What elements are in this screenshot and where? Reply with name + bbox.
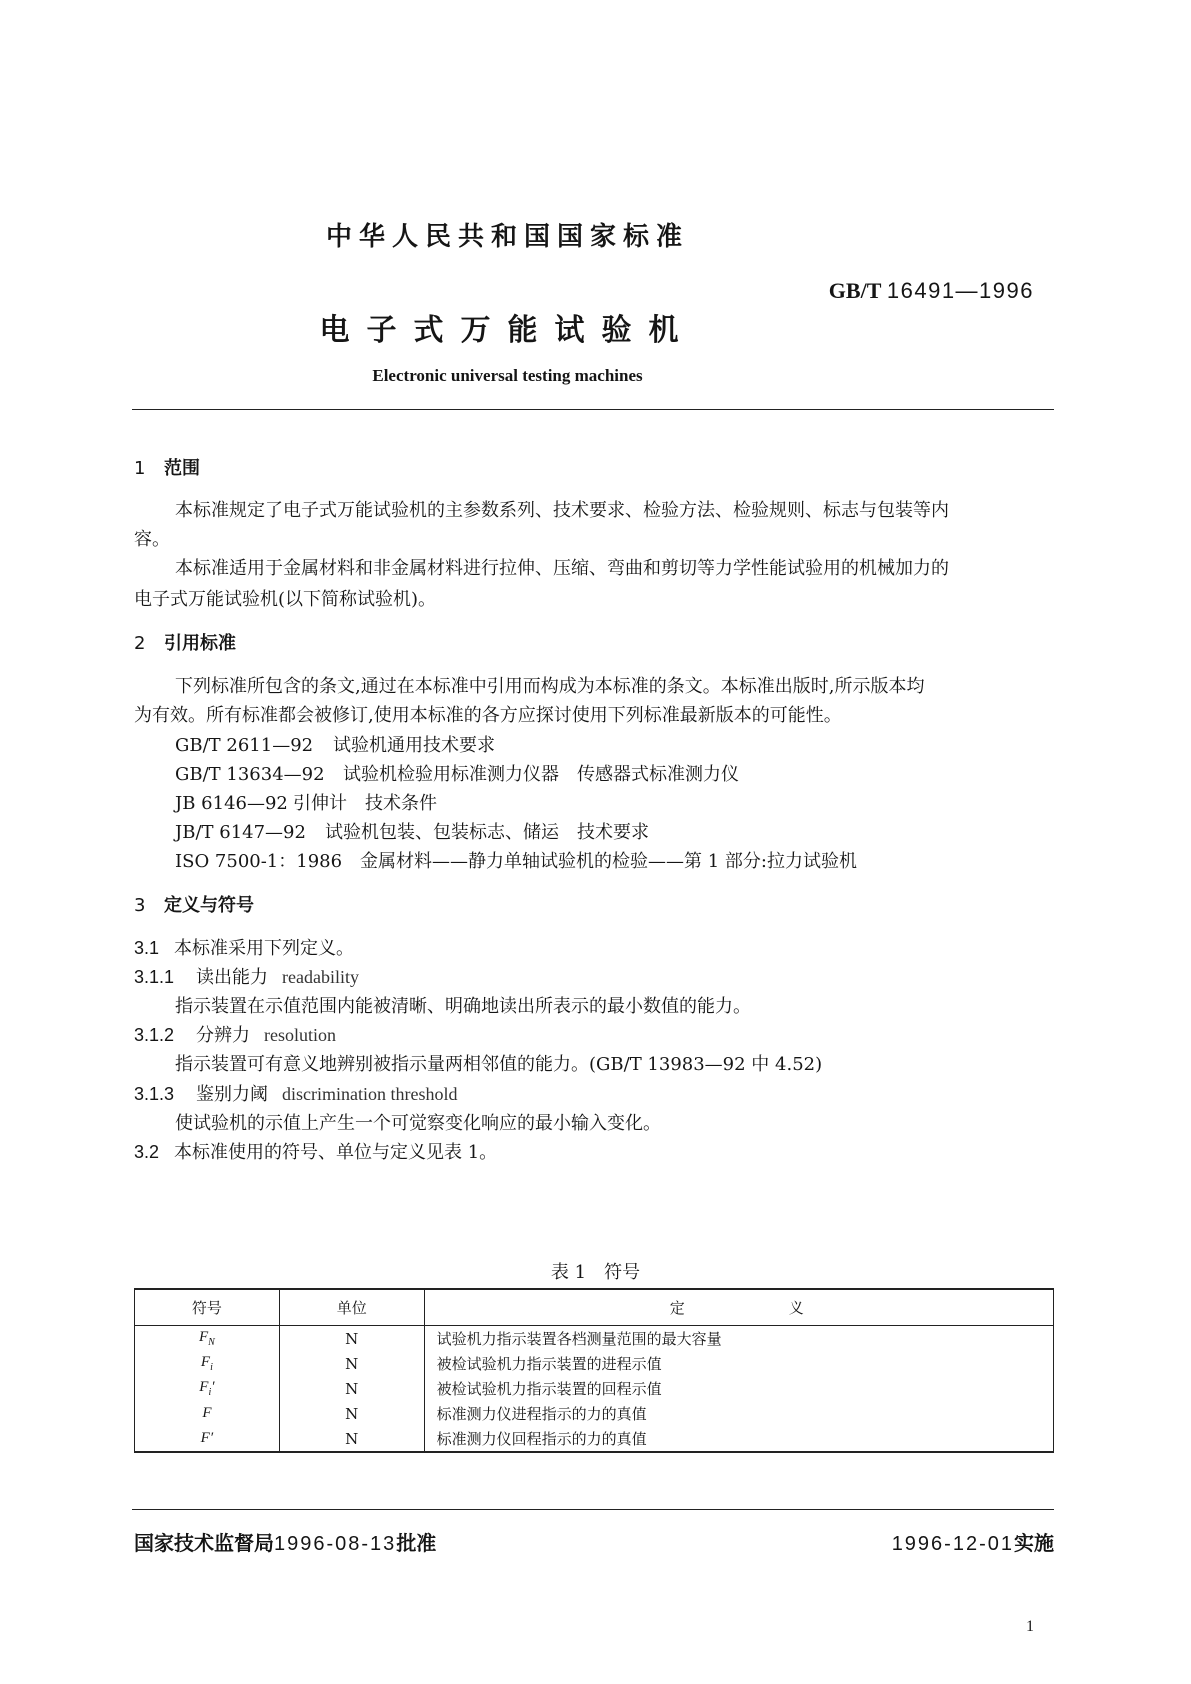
- header-divider: [132, 409, 1054, 410]
- symbol-cell: F′: [135, 1426, 280, 1452]
- symbol-cell: $F_N$: [135, 1326, 280, 1352]
- reference-title: 试验机通用技术要求: [333, 735, 495, 756]
- definition-cell: 被检试验机力指示装置的回程示值: [424, 1376, 1053, 1401]
- unit-cell: N: [279, 1376, 424, 1401]
- standard-code: [829, 278, 1034, 304]
- clause-3-1: [134, 934, 354, 960]
- section-2-paragraph-line-2: 为有效。所有标准都会被修订,使用本标准的各方应探讨使用下列标准最新版本的可能性。: [134, 705, 842, 726]
- reference-item: [175, 818, 649, 844]
- reference-title: 试验机包装、包装标志、储运 技术要求: [325, 822, 649, 843]
- clause-number: 3.2: [134, 1142, 160, 1162]
- reference-code: JB 6146—92: [175, 793, 288, 814]
- term-en: discrimination threshold: [282, 1084, 458, 1104]
- definition-body: 指示装置可有意义地辨别被指示量两相邻值的能力。(GB/T 13983—92 中 4.52): [175, 1054, 823, 1075]
- document-title-en: Electronic universal testing machines: [372, 366, 643, 385]
- table-row: [135, 1426, 1054, 1452]
- definition-cell: 试验机力指示装置各档测量范围的最大容量: [424, 1326, 1053, 1352]
- standard-code-number: 16491—1996: [886, 278, 1034, 303]
- section-title: 定义与符号: [164, 895, 254, 916]
- definition-term: [134, 1021, 336, 1047]
- table-row: [135, 1376, 1054, 1401]
- reference-item: [175, 789, 437, 815]
- approval-line: [134, 1527, 436, 1556]
- term-zh: 分辨力: [196, 1025, 250, 1046]
- clause-3-2: [134, 1138, 497, 1164]
- approve-word: 批准: [396, 1531, 437, 1555]
- page-number: 1: [1026, 1618, 1034, 1635]
- table-caption: 表 1 符号: [550, 1262, 641, 1283]
- term-en: readability: [282, 967, 359, 987]
- definition-body: 指示装置在示值范围内能被清晰、明确地读出所表示的最小数值的能力。: [175, 996, 751, 1017]
- unit-cell: N: [279, 1351, 424, 1376]
- section-3-heading: [134, 891, 254, 917]
- term-zh: 读出能力: [196, 967, 268, 988]
- section-2-paragraph-line-1: 下列标准所包含的条文,通过在本标准中引用而构成为本标准的条文。本标准出版时,所示版本均: [175, 676, 925, 697]
- symbol-cell: $F_i'$: [135, 1376, 280, 1401]
- definition-cell: 被检试验机力指示装置的进程示值: [424, 1351, 1053, 1376]
- header-symbol: 符号: [135, 1289, 280, 1326]
- symbols-table: [134, 1288, 1054, 1453]
- reference-item: [175, 847, 857, 873]
- term-zh: 鉴别力阈: [196, 1084, 268, 1105]
- definition-term: [134, 1080, 457, 1106]
- national-standard-heading: 中华人民共和国国家标准: [325, 222, 689, 252]
- header-unit: 单位: [279, 1289, 424, 1326]
- definition-term: [134, 963, 359, 989]
- standard-code-prefix: GB/T: [828, 278, 882, 303]
- definition-cell: 标准测力仪进程指示的力的真值: [424, 1401, 1053, 1426]
- definition-cell: 标准测力仪回程指示的力的真值: [424, 1426, 1053, 1452]
- implement-word: 实施: [1014, 1531, 1054, 1555]
- section-1-heading: [134, 454, 200, 480]
- section-title: 范围: [164, 458, 200, 479]
- reference-code: ISO 7500-1：1986: [175, 851, 343, 872]
- unit-cell: N: [279, 1401, 424, 1426]
- clause-number: 3.1.3: [134, 1084, 175, 1104]
- document-title-zh: 电子式万能试验机: [319, 313, 696, 348]
- header-definition: 定义: [424, 1289, 1053, 1326]
- clause-number: 3.1.1: [134, 967, 175, 987]
- clause-number: 3.1.2: [134, 1025, 175, 1045]
- reference-item: [175, 760, 739, 786]
- section-1-paragraph-1-line-1: 本标准规定了电子式万能试验机的主参数系列、技术要求、检验方法、检验规则、标志与包装等内: [175, 500, 949, 521]
- clause-text: 本标准采用下列定义。: [174, 938, 354, 959]
- unit-cell: N: [279, 1426, 424, 1452]
- footer-divider: [132, 1509, 1054, 1510]
- section-title: 引用标准: [164, 633, 236, 654]
- clause-number: 3.1: [134, 938, 160, 958]
- section-number: 3: [134, 895, 146, 916]
- reference-title: 试验机检验用标准测力仪器 传感器式标准测力仪: [343, 764, 739, 785]
- approve-date: 1996-08-13: [274, 1533, 397, 1555]
- reference-code: GB/T 2611—92: [175, 735, 314, 756]
- symbol-cell: F: [135, 1401, 280, 1426]
- table-row: [135, 1351, 1054, 1376]
- term-en: resolution: [264, 1025, 336, 1045]
- definition-body: 使试验机的示值上产生一个可觉察变化响应的最小输入变化。: [175, 1113, 661, 1134]
- symbol-cell: $F_i$: [135, 1351, 280, 1376]
- table-row: [135, 1401, 1054, 1426]
- clause-text: 本标准使用的符号、单位与定义见表 1。: [174, 1142, 498, 1163]
- implementation-line: [892, 1527, 1054, 1556]
- section-1-paragraph-2-line-2: 电子式万能试验机(以下简称试验机)。: [134, 589, 437, 610]
- reference-code: JB/T 6147—92: [175, 822, 306, 843]
- section-number: 1: [134, 458, 146, 479]
- section-1-paragraph-1-line-2: 容。: [134, 529, 170, 550]
- reference-code: GB/T 13634—92: [175, 764, 325, 785]
- section-1-paragraph-2-line-1: 本标准适用于金属材料和非金属材料进行拉伸、压缩、弯曲和剪切等力学性能试验用的机械加力的: [175, 558, 949, 579]
- section-number: 2: [134, 633, 146, 654]
- section-2-heading: [134, 629, 236, 655]
- reference-title: 引伸计 技术条件: [293, 793, 437, 814]
- reference-title: 金属材料——静力单轴试验机的检验——第 1 部分:拉力试验机: [360, 851, 857, 872]
- implement-date: 1996-12-01: [891, 1533, 1014, 1555]
- table-header-row: [135, 1289, 1054, 1326]
- unit-cell: N: [279, 1326, 424, 1352]
- approve-org: 国家技术监督局: [134, 1531, 274, 1555]
- table-row: [135, 1326, 1054, 1352]
- reference-item: [175, 731, 495, 757]
